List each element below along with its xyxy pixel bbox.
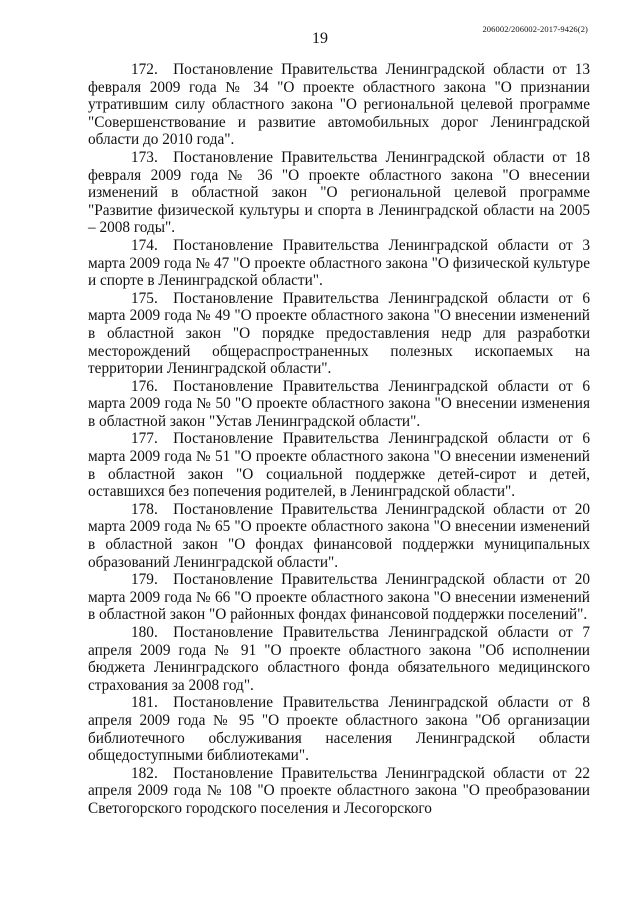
list-item: 179. Постановление Правительства Ленинградской области от 20 марта 2009 года № 66 "О проекте областного закона "О внесении изменений в областной закон "О районных фондах финансовой поддержки поселений". bbox=[88, 571, 590, 624]
list-item: 182. Постановление Правительства Ленинградской области от 22 апреля 2009 года № 108 "О проекте областного закона "О преобразовании Светогорского городского поселения и Лесогорского bbox=[88, 764, 590, 817]
list-item: 174. Постановление Правительства Ленинградской области от 3 марта 2009 года № 47 "О проекте областного закона "О физической культуре и спорте в Ленинградской области". bbox=[88, 236, 590, 290]
list-item: 175. Постановление Правительства Ленинградской области от 6 марта 2009 года № 49 "О проекте областного закона "О внесении изменений в областной закон "О порядке предоставления недр для разработки месторождений общераспространенных полезных ископаемых на территории Ленинградской области". bbox=[88, 289, 590, 378]
page-number: 19 bbox=[312, 30, 328, 47]
list-item: 181. Постановление Правительства Ленинградской области от 8 апреля 2009 года № 95 "О проекте областного закона "Об организации библиотечного обслуживания населения Ленинградской области общедоступными библиотеками". bbox=[88, 694, 590, 765]
document-id: 206002/206002-2017-9426(2) bbox=[482, 24, 588, 34]
list-item: 173. Постановление Правительства Ленинградской области от 18 февраля 2009 года № 36 "О проекте областного закона "О внесении изменений в областной закон "О региональной целевой программе "Развитие физической культуры и спорта в Ленинградской области на 2005 – 2008 годы". bbox=[88, 148, 590, 237]
list-item: 180. Постановление Правительства Ленинградской области от 7 апреля 2009 года № 91 "О проекте областного закона "Об исполнении бюджета Ленинградского областного фонда обязательного медицинского страхования за 2008 год". bbox=[88, 624, 590, 694]
list-item: 176. Постановление Правительства Ленинградской области от 6 марта 2009 года № 50 "О проекте областного закона "О внесении изменения в областной закон "Устав Ленинградской области". bbox=[88, 377, 590, 430]
list-item: 178. Постановление Правительства Ленинградской области от 20 марта 2009 года № 65 "О проекте областного закона "О внесении изменений в областной закон "О фондах финансовой поддержки муниципальных образований Ленинградской области". bbox=[88, 500, 590, 571]
document-body bbox=[88, 61, 590, 818]
list-item: 177. Постановление Правительства Ленинградской области от 6 марта 2009 года № 51 "О проекте областного закона "О внесении изменений в областной закон "О социальной поддержке детей-сирот и детей, оставшихся без попечения родителей, в Ленинградской области". bbox=[88, 430, 590, 501]
list-item: 172. Постановление Правительства Ленинградской области от 13 февраля 2009 года № 34 "О проекте областного закона "О признании утратившим силу областного закона "О региональной целевой программе "Совершенствование и развитие автомобильных дорог Ленинградской области до 2010 года". bbox=[88, 61, 590, 149]
